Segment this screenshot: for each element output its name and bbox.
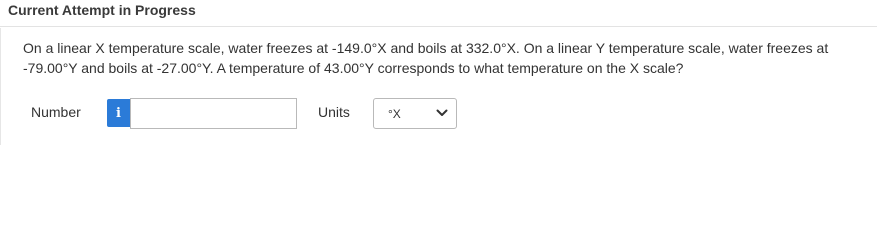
attempt-header	[0, 0, 877, 27]
question-text-line-1: On a linear X temperature scale, water freezes at -149.0°X and boils at 332.0°X. On a linear Y temperature scale, water freezes at	[23, 40, 829, 56]
question-text-line-2: -79.00°Y and boils at -27.00°Y. A temperature of 43.00°Y corresponds to what temperature on the X scale?	[23, 60, 684, 76]
units-label: Units	[318, 104, 350, 120]
answer-row	[1, 98, 877, 130]
chevron-down-icon	[436, 109, 448, 117]
units-selected-value: °X	[388, 107, 401, 121]
info-icon: i	[116, 105, 121, 121]
question-text	[23, 38, 873, 78]
number-input[interactable]	[130, 98, 297, 129]
info-button[interactable]	[107, 99, 130, 127]
attempt-status-title: Current Attempt in Progress	[8, 2, 196, 18]
units-select[interactable]	[373, 98, 457, 129]
number-label: Number	[31, 104, 81, 120]
question-content	[0, 28, 877, 145]
